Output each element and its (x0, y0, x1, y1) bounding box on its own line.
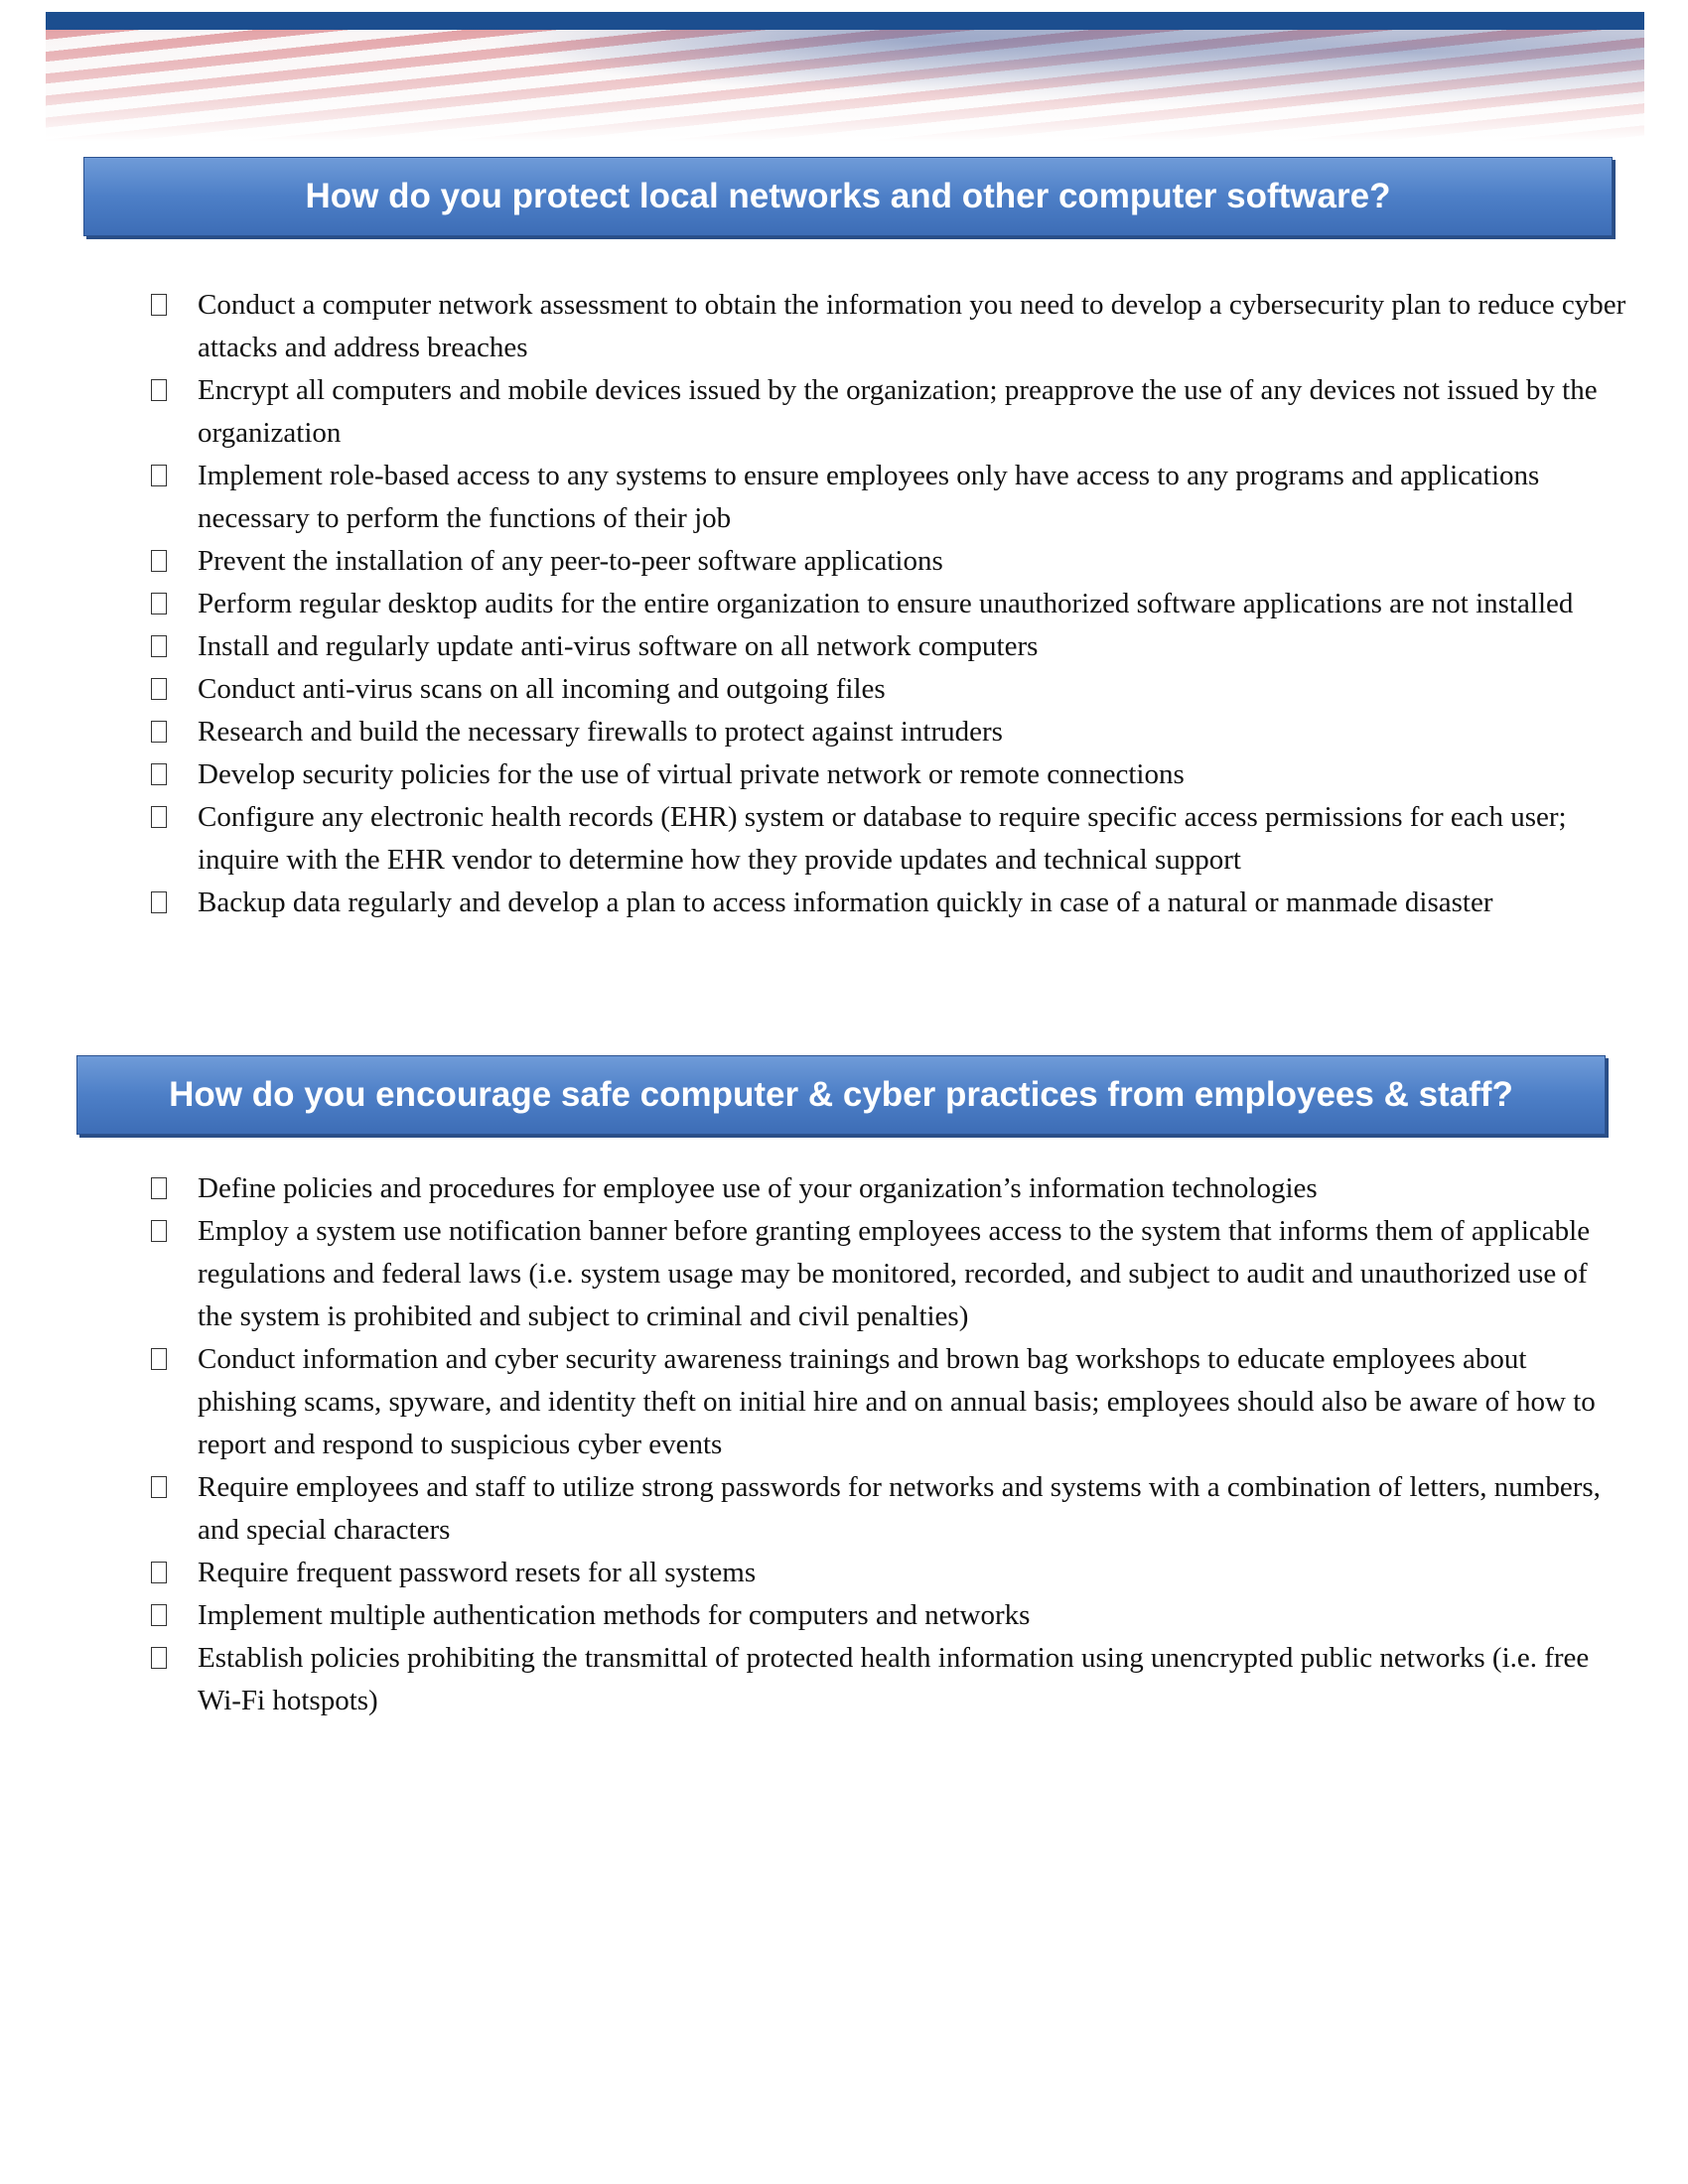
list-item-text: Conduct anti-virus scans on all incoming and outgoing files (198, 673, 886, 705)
list-item (0, 1637, 1688, 1722)
checkbox-bullet-icon (151, 1604, 167, 1626)
list-item-text: Establish policies prohibiting the transmittal of protected health information using unencrypted public networks (i.e. free Wi-Fi hotspots) (198, 1642, 1590, 1716)
checkbox-bullet-icon (151, 593, 167, 614)
list-item-text: Implement multiple authentication methods for computers and networks (198, 1599, 1031, 1631)
checkbox-bullet-icon (151, 1348, 167, 1370)
list-item (0, 540, 1688, 583)
checkbox-bullet-icon (151, 1647, 167, 1669)
checkbox-bullet-icon (151, 635, 167, 657)
list-item-text: Develop security policies for the use of virtual private network or remote connections (198, 758, 1185, 790)
list-item-text: Conduct a computer network assessment to obtain the information you need to develop a cybersecurity plan to reduce cyber attacks and address breaches (198, 289, 1626, 363)
list-item (0, 753, 1688, 796)
list-item (0, 668, 1688, 711)
header-top-bar (46, 12, 1644, 30)
checkbox-bullet-icon (151, 721, 167, 743)
list-item-text: Install and regularly update anti-virus software on all network computers (198, 630, 1039, 662)
list-item-text: Define policies and procedures for employee use of your organization’s information technologies (198, 1172, 1318, 1204)
flag-fade (46, 30, 1644, 141)
checkbox-bullet-icon (151, 465, 167, 486)
list-item-text: Backup data regularly and develop a plan to access information quickly in case of a natural or manmade disaster (198, 887, 1493, 918)
checkbox-bullet-icon (151, 550, 167, 572)
section-heading-employees: How do you encourage safe computer & cyber practices from employees & staff? (76, 1055, 1606, 1135)
networks-checklist (0, 284, 1688, 924)
checkbox-bullet-icon (151, 1476, 167, 1498)
list-item (0, 796, 1688, 882)
list-item (0, 455, 1688, 540)
list-item-text: Implement role-based access to any systems to ensure employees only have access to any programs and applications necessary to perform the functions of their job (198, 460, 1540, 534)
list-item-text: Prevent the installation of any peer-to-peer software applications (198, 545, 943, 577)
list-item-text: Configure any electronic health records (EHR) system or database to require specific access permissions for each user; inquire with the EHR vendor to determine how they provide updates and technical support (198, 801, 1567, 876)
checkbox-bullet-icon (151, 806, 167, 828)
list-item (0, 369, 1688, 455)
list-item (0, 284, 1688, 369)
list-item (0, 1338, 1688, 1466)
checkbox-bullet-icon (151, 1562, 167, 1583)
checkbox-bullet-icon (151, 678, 167, 700)
checkbox-bullet-icon (151, 1220, 167, 1242)
list-item-text: Perform regular desktop audits for the entire organization to ensure unauthorized software applications are not installed (198, 588, 1574, 619)
list-item-text: Employ a system use notification banner before granting employees access to the system that informs them of applicable regulations and federal laws (i.e. system usage may be monitored, recorded, and subject to audit and unauthorized use of the system is prohibited and subject to criminal and civil penalties) (198, 1215, 1591, 1332)
checkbox-bullet-icon (151, 379, 167, 401)
checkbox-bullet-icon (151, 294, 167, 316)
list-item-text: Research and build the necessary firewalls to protect against intruders (198, 716, 1003, 748)
checkbox-bullet-icon (151, 763, 167, 785)
list-item (0, 1210, 1688, 1338)
list-item-text: Require frequent password resets for all systems (198, 1557, 757, 1588)
list-item (0, 583, 1688, 625)
section-heading-networks: How do you protect local networks and other computer software? (83, 157, 1613, 236)
list-item (0, 1552, 1688, 1594)
list-item (0, 711, 1688, 753)
list-item (0, 1594, 1688, 1637)
checkbox-bullet-icon (151, 891, 167, 913)
list-item (0, 1466, 1688, 1552)
list-item-text: Conduct information and cyber security awareness trainings and brown bag workshops to educate employees about phishing scams, spyware, and identity theft on initial hire and on annual basis; employees should also be aware of how to report and respond to suspicious cyber events (198, 1343, 1596, 1460)
checkbox-bullet-icon (151, 1177, 167, 1199)
employees-checklist (0, 1167, 1688, 1722)
list-item-text: Encrypt all computers and mobile devices issued by the organization; preapprove the use of any devices not issued by the organization (198, 374, 1598, 449)
list-item-text: Require employees and staff to utilize strong passwords for networks and systems with a combination of letters, numbers, and special characters (198, 1471, 1601, 1546)
list-item (0, 1167, 1688, 1210)
list-item (0, 882, 1688, 924)
header-flag-banner (46, 12, 1644, 141)
list-item (0, 625, 1688, 668)
